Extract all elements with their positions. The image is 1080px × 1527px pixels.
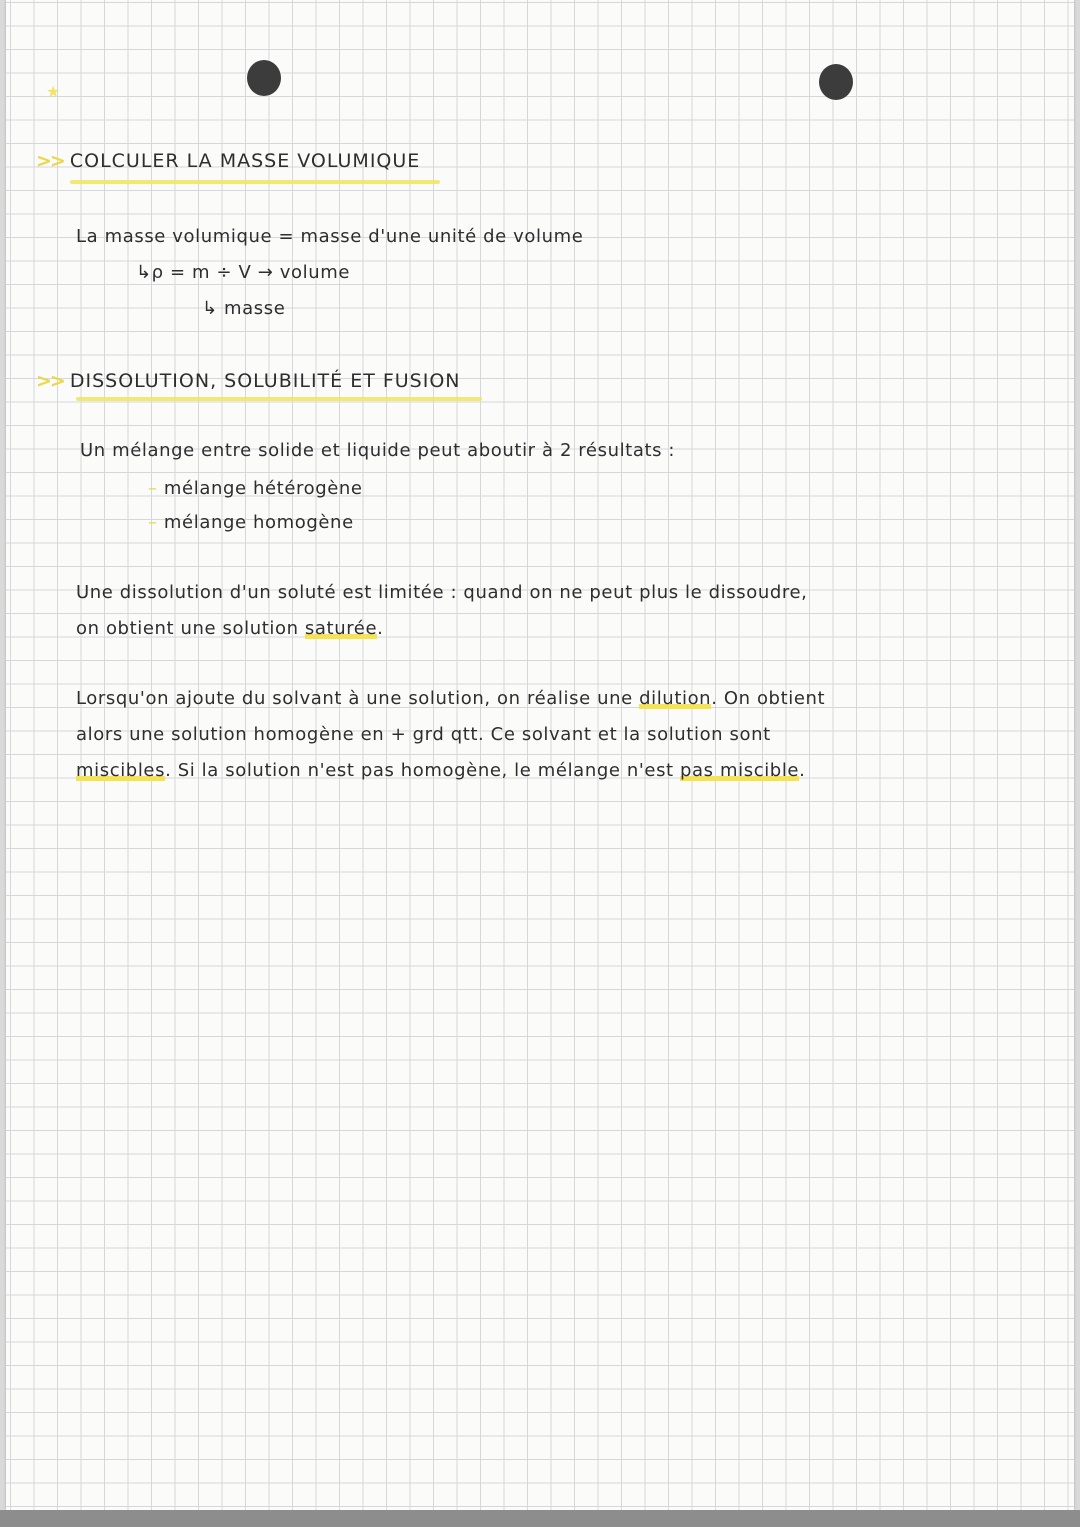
list-item: – mélange hétérogène — [148, 478, 363, 499]
highlight-saturee: saturée — [304, 618, 378, 639]
intro-line: Un mélange entre solide et liquide peut aboutir à 2 résultats : — [80, 440, 676, 461]
paragraph1-line1: Une dissolution d'un soluté est limitée : quand on ne peut plus le dissoudre, — [76, 582, 808, 603]
highlight-dilution: dilution — [639, 688, 712, 709]
section1-heading: >> COLCULER LA MASSE VOLUMIQUE — [36, 150, 421, 172]
star-icon: ★ — [46, 82, 61, 101]
mass-label: ↳ masse — [202, 298, 286, 319]
highlight-miscibles: miscibles — [76, 760, 166, 781]
highlight-pas-miscible: pas miscible — [680, 760, 800, 781]
paragraph2-line3: miscibles. Si la solution n'est pas homogène, le mélange n'est pas miscible. — [76, 760, 806, 781]
notebook-page — [6, 0, 1074, 1510]
paragraph2-line2: alors une solution homogène en + grd qtt. Ce solvant et la solution sont — [76, 724, 771, 745]
chevron-right-icon: >> — [36, 370, 64, 392]
punch-hole-right — [819, 64, 853, 100]
section2-heading: >> DISSOLUTION, SOLUBILITÉ ET FUSION — [36, 370, 461, 392]
section1-underline — [70, 180, 440, 184]
punch-hole-left — [247, 60, 281, 96]
paragraph2-line1: Lorsqu'on ajoute du solvant à une solution, on réalise une dilution. On obtient — [76, 688, 826, 709]
formula-line: ↳ρ = m ÷ V → volume — [136, 262, 351, 283]
section2-underline — [76, 397, 482, 401]
list-item: – mélange homogène — [148, 512, 354, 533]
page-bottom-edge — [0, 1510, 1080, 1527]
definition-line: La masse volumique = masse d'une unité de volume — [76, 226, 584, 247]
chevron-right-icon: >> — [36, 150, 64, 172]
paragraph1-line2: on obtient une solution saturée. — [76, 618, 384, 639]
